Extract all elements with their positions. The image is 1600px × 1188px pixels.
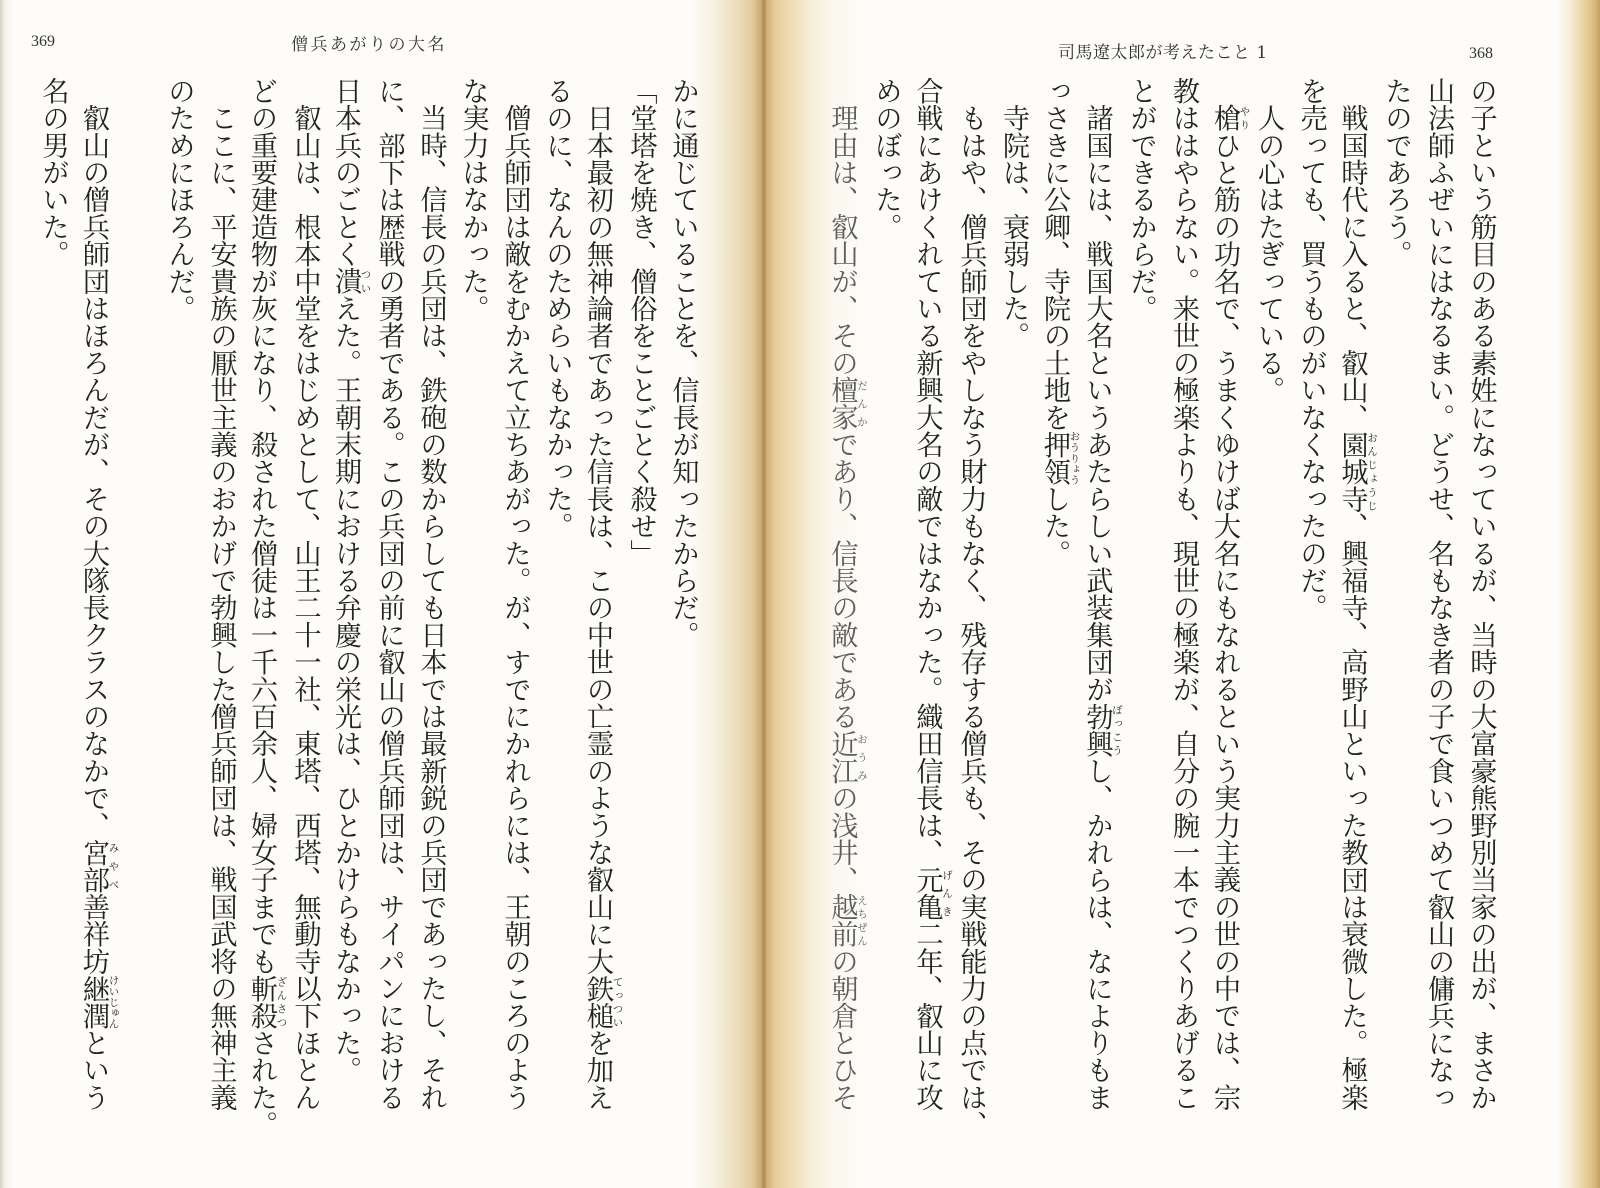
- ruby-word: [582, 974, 624, 1030]
- text-run: 寺院は、衰弱した。: [998, 77, 1029, 349]
- text-run: された。: [246, 1029, 277, 1138]
- text-run: し、かれらは、なによりもま: [1081, 757, 1113, 1111]
- ruby-base: 園城寺: [1336, 430, 1368, 513]
- text-run: 日本最初の無神論者であった信長は、この中世の亡霊のような叡山に大: [582, 77, 613, 975]
- ruby-word: [78, 974, 120, 1030]
- ruby-word: [1039, 430, 1081, 486]
- ruby-word: [826, 893, 868, 948]
- furigana: けいじゅん: [107, 974, 120, 1030]
- text-run: 叡山の僧兵師団はほろんだが、その大隊長クラスのなかで、: [78, 77, 109, 839]
- right-running-title: 司馬遼太郎が考えたこと 1: [1058, 43, 1268, 63]
- ruby-base: 元亀: [911, 865, 943, 921]
- text-run: を売っても、買うものがいなくなったのだ。: [1295, 77, 1327, 621]
- text-run: ここに、平安貴族の厭世主義のおかげで勃興した僧兵師団は、戦国武将の無神主義: [205, 77, 237, 1111]
- text-run: 理由は、叡山が、その: [826, 77, 858, 377]
- text-run: 叡山は、根本中堂をはじめとして、山王二十一社、東塔、西塔、無動寺以下ほとん: [289, 77, 321, 1111]
- text-run: 諸国には、戦国大名というあたらしい武装集団が: [1081, 77, 1113, 703]
- right-page-number: 368: [1469, 45, 1493, 62]
- ruby-base: 槍: [1209, 104, 1240, 132]
- furigana: おうみ: [856, 729, 868, 785]
- ruby-base: 勃興: [1081, 702, 1113, 758]
- ruby-base: 越前: [826, 893, 858, 948]
- ruby-base: 近江: [826, 729, 858, 785]
- text-run: 教ははやらない。来世の極楽よりも、現世の極楽が、自分の腕一本でつくりあげるこ: [1168, 77, 1199, 1111]
- furigana: ざんさつ: [275, 974, 288, 1030]
- text-run: した。: [1039, 485, 1070, 567]
- text-run: の朝倉とひそ: [826, 947, 858, 1111]
- text-run: 合戦にあけくれている新興大名の敵ではなかった。織田信長は、: [911, 77, 943, 866]
- text-run: るのに、なんのためらいもなかった。: [541, 77, 573, 540]
- text-run: っさきに公卿、寺院の土地を: [1039, 77, 1070, 431]
- text-run: 善祥坊: [78, 893, 109, 975]
- furigana: おうりょう: [1068, 430, 1081, 486]
- text-run: [1209, 77, 1240, 104]
- text-run: の浅井、: [826, 784, 858, 894]
- ruby-base: 檀家: [826, 376, 858, 431]
- left-page-number: 369: [31, 33, 55, 50]
- text-column: [666, 77, 708, 1157]
- text-run: 日本兵のごとく: [330, 77, 361, 268]
- text-column: [1166, 77, 1209, 1157]
- ruby-word: [78, 838, 120, 894]
- left-page-body: [36, 77, 708, 1157]
- text-column: [1463, 77, 1506, 1157]
- text-column: [78, 77, 120, 1157]
- text-run: 名の男がいた。: [37, 77, 69, 268]
- ruby-base: 潰: [330, 267, 361, 295]
- ruby-word: [826, 376, 868, 431]
- text-run: 僧兵師団は敵をむかえて立ちあがった。が、すでにかれらには、王朝のころのよう: [499, 77, 531, 1111]
- ruby-word: [1209, 104, 1251, 132]
- text-run: とができるからだ。: [1125, 77, 1157, 322]
- text-run: のためにほろんだ。: [163, 77, 195, 322]
- text-run: を加え: [582, 1029, 613, 1111]
- ruby-word: [330, 267, 372, 295]
- ruby-word: [826, 729, 868, 785]
- text-run: 当時、信長の兵団は、鉄砲の数からしても日本では最新鋭の兵団であったし、それ: [415, 77, 447, 1111]
- left-running-title: 僧兵あがりの大名: [291, 35, 447, 55]
- furigana: みやべ: [107, 838, 120, 894]
- text-run: な実力はなかった。: [457, 77, 489, 322]
- furigana: やり: [1238, 104, 1251, 132]
- furigana: ぼっこう: [1111, 702, 1123, 758]
- text-column: [1421, 77, 1464, 1157]
- text-run: 人の心はたぎっている。: [1253, 77, 1284, 404]
- text-column: [996, 77, 1039, 1157]
- ruby-word: [911, 865, 953, 921]
- ruby-base: 継潤: [78, 974, 109, 1030]
- text-run: という: [78, 1029, 109, 1111]
- text-run: 、興福寺、高野山といった教団は衰微した。極楽: [1336, 512, 1368, 1111]
- furigana: つい: [359, 267, 372, 295]
- right-page-body: [826, 77, 1506, 1157]
- ruby-base: 鉄槌: [582, 974, 613, 1030]
- text-run: えた。王朝末期における弁慶の栄光は、ひとかけらもなかった。: [330, 294, 361, 1084]
- ruby-base: 押領: [1039, 430, 1070, 486]
- text-run: めのぼった。: [870, 77, 902, 241]
- text-run: 「堂塔を焼き、僧俗をことごとく殺せ」: [625, 77, 657, 567]
- text-run: の子という筋目のある素姓になっているが、当時の大富豪熊野別当家の出が、まさか: [1465, 77, 1497, 1111]
- text-run: であり、信長の敵である: [826, 430, 858, 730]
- furigana: げんき: [941, 865, 953, 921]
- ruby-word: [246, 974, 288, 1030]
- text-run: 山法師ふぜいにはなるまい。どうせ、名もなき者の子で食いつめて叡山の傭兵になっ: [1423, 77, 1454, 1111]
- furigana: てっつい: [611, 974, 624, 1030]
- ruby-word: [1081, 702, 1123, 758]
- ruby-base: 斬殺: [246, 974, 277, 1030]
- ruby-base: 宮部: [78, 838, 109, 894]
- text-run: もはや、僧兵師団をやしなう財力もなく、残存する僧兵も、その実戦能力の点では、: [955, 77, 987, 1138]
- text-run: に、部下は歴戦の勇者である。この兵団の前に叡山の僧兵師団は、サイパンにおける: [373, 77, 405, 1111]
- text-run: かに通じていることを、信長が知ったからだ。: [667, 77, 699, 649]
- ruby-word: [1336, 430, 1378, 513]
- furigana: おんじょうじ: [1366, 430, 1378, 513]
- text-run: たのであろう。: [1380, 77, 1412, 268]
- text-run: 戦国時代に入ると、叡山、: [1336, 77, 1368, 431]
- furigana: だんか: [856, 376, 868, 431]
- text-run: どの重要建造物が灰になり、殺された僧徒は一千六百余人、婦女子までも: [246, 77, 277, 975]
- text-run: ひと筋の功名で、うまくゆけば大名にもなれるという実力主義の世の中では、宗: [1209, 131, 1240, 1111]
- text-run: 二年、叡山に攻: [911, 920, 943, 1111]
- furigana: えちぜん: [856, 893, 868, 948]
